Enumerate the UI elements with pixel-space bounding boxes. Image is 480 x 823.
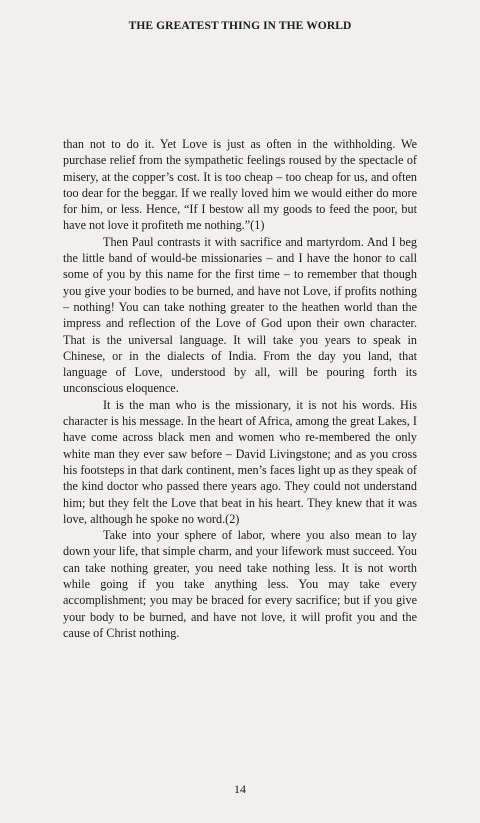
- running-head: THE GREATEST THING IN THE WORLD: [128, 20, 352, 32]
- page-number: 14: [234, 782, 246, 796]
- paragraph-4: Take into your sphere of labor, where you also mean to lay down your life, that simple charm, and your lifework must succeed. You can take nothing greater, you need take nothing less. It is not worth while going if you take anything less. You may take every accomplishment; you may be braced for every sacrifice; but if you give your body to be burned, and have not love, it will profit you and the cause of Christ nothing.: [63, 528, 417, 640]
- paragraph-3: It is the man who is the missionary, it is not his words. His character is his message. In the heart of Africa, among the great Lakes, I have come across black men and women who re-membered the only white man they ever saw before – David Livingstone; and as you cross his footsteps in that dark continent, men’s faces light up as they speak of the kind doctor who passed there years ago. They could not understand him; but they felt the Love that beat in his heart. They knew that it was love, although he spoke no word.(2): [63, 397, 417, 526]
- paragraph-1: than not to do it. Yet Love is just as often in the withholding. We purchase relief from the sympathetic feelings roused by the spectacle of misery, at the copper’s cost. It is too cheap – too cheap for us, and often too dear for the beggar. If we really loved him we would either do more for him, or less. Hence, “If I bestow all my goods to feed the poor, but have not love it profiteth me nothing.”(1): [63, 137, 417, 233]
- body-text: [63, 136, 417, 641]
- paragraph-2: Then Paul contrasts it with sacrifice and martyrdom. And I beg the little band of would-be missionaries – and I have the honor to call some of you by this name for the first time – to remember that though you give your bodies to be burned, and have not Love, if profits nothing – nothing! You can take nothing greater to the heathen world than the impress and reflection of the Love of God upon their own character. That is the universal language. It will take you years to speak in Chinese, or in the dialects of India. From the day you land, that language of Love, understood by all, will be pouring forth its unconscious eloquence.: [63, 234, 417, 396]
